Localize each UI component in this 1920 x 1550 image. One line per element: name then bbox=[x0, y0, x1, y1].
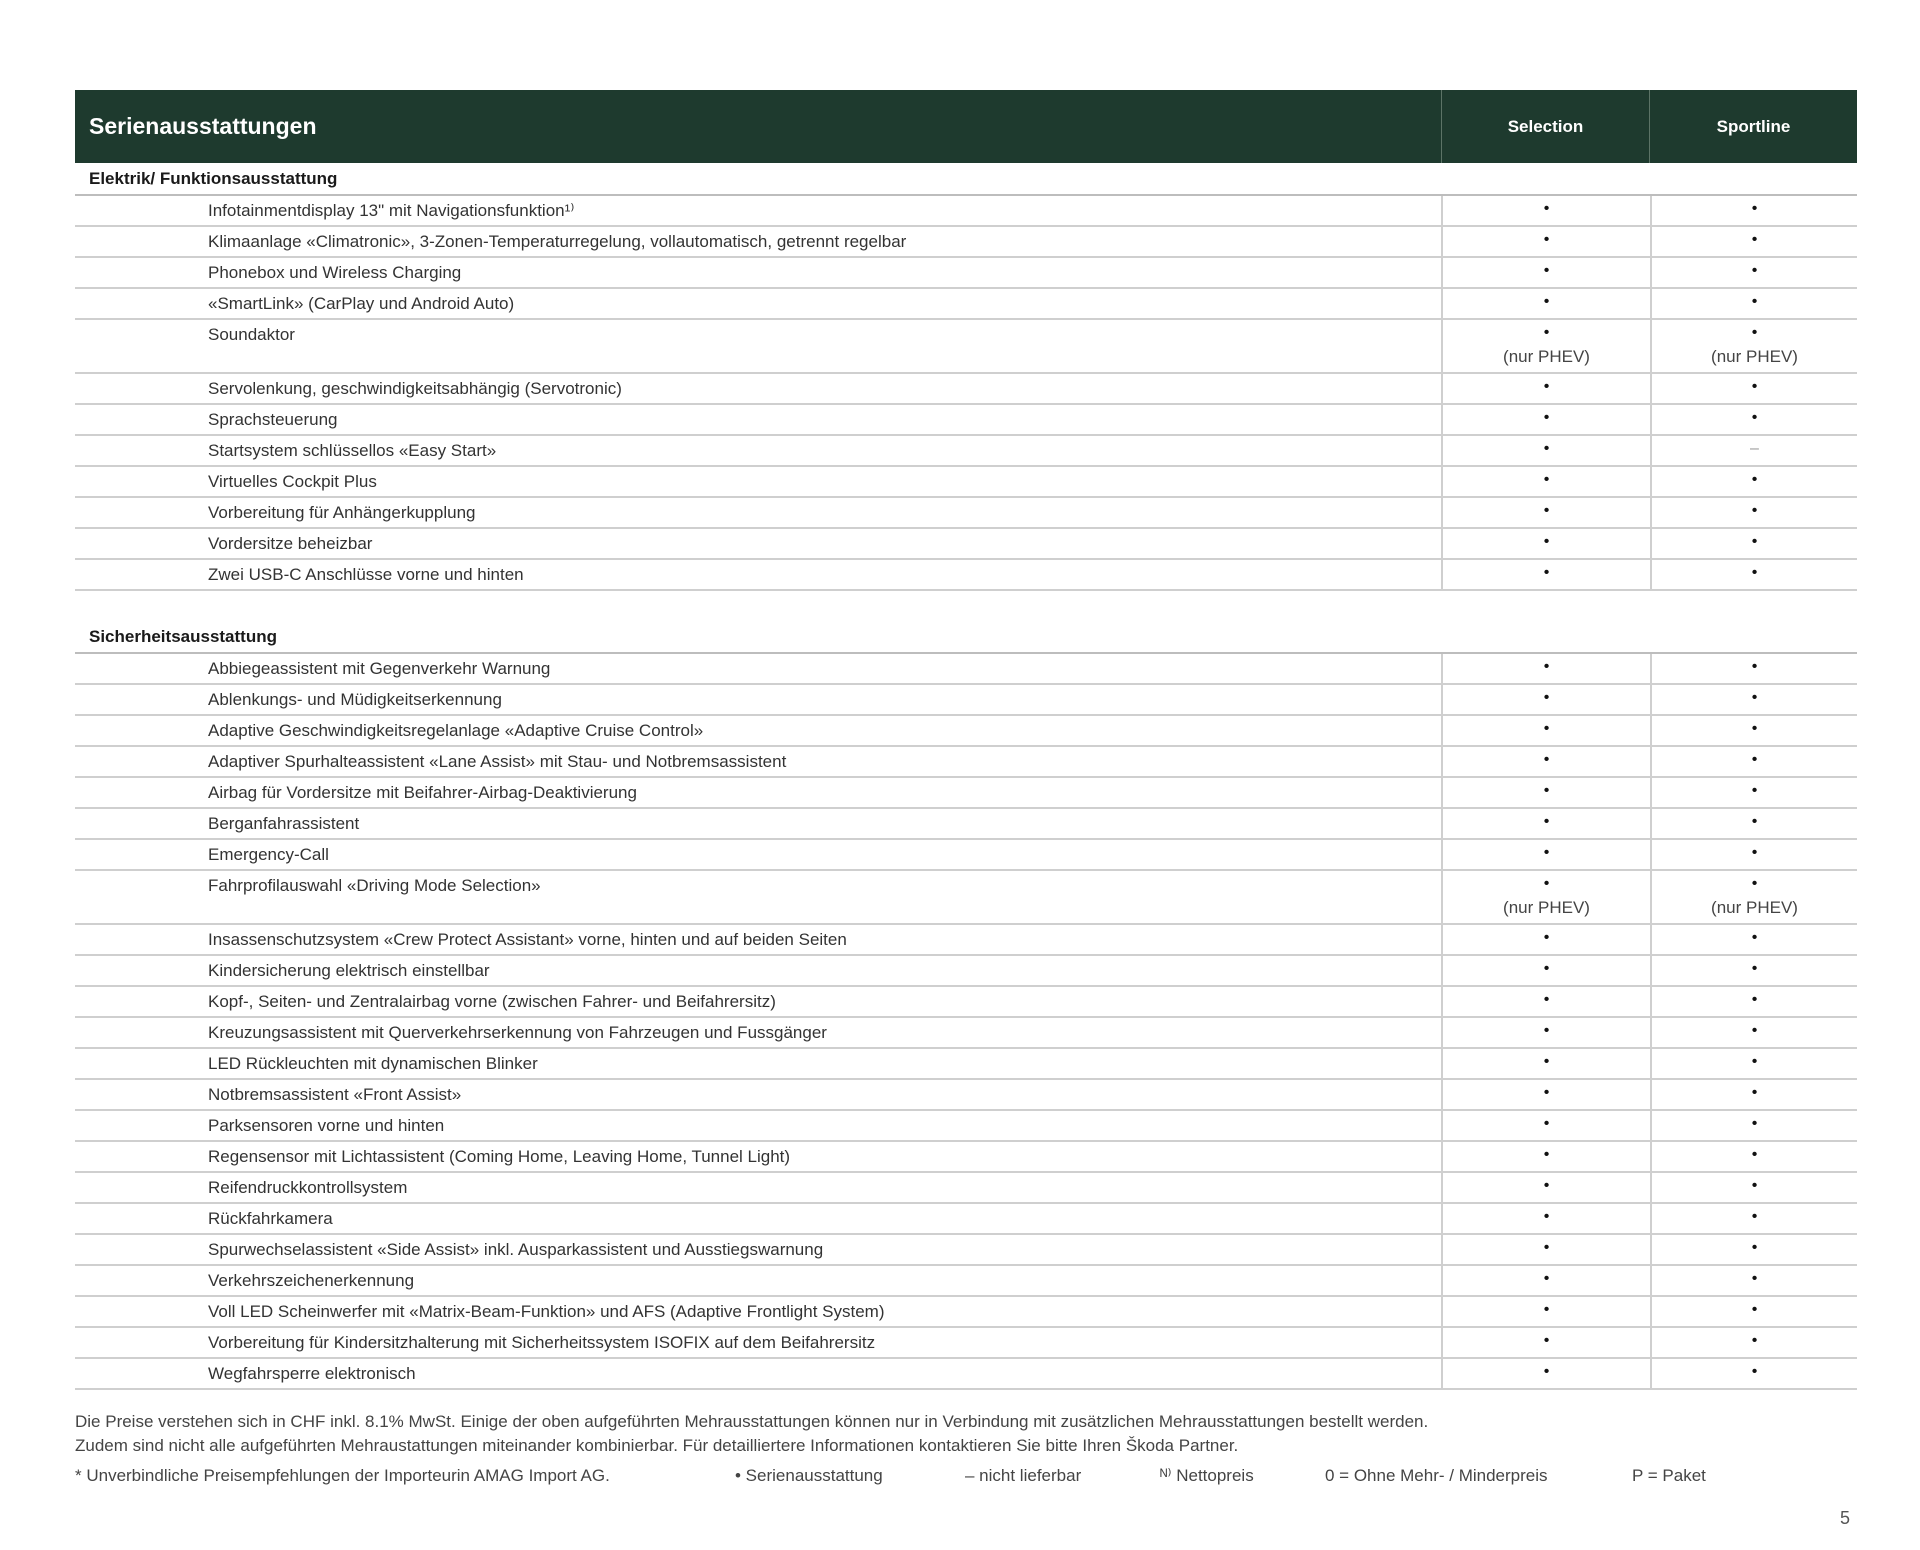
cell-sportline bbox=[1650, 1359, 1857, 1388]
cell-selection bbox=[1443, 1328, 1650, 1357]
availability-symbol: • bbox=[1543, 502, 1550, 519]
cell-selection bbox=[1443, 871, 1650, 923]
feature-name: Phonebox und Wireless Charging bbox=[75, 258, 1443, 287]
availability-symbol: • bbox=[1751, 1115, 1758, 1132]
feature-name: Adaptiver Spurhalteassistent «Lane Assist» mit Stau- und Notbremsassistent bbox=[75, 747, 1443, 776]
availability-symbol: • bbox=[1543, 1115, 1550, 1132]
cell-sportline bbox=[1650, 1173, 1857, 1202]
availability-symbol: • bbox=[1751, 689, 1758, 706]
availability-symbol: • bbox=[1543, 200, 1550, 217]
cell-selection bbox=[1443, 320, 1650, 372]
availability-symbol: • bbox=[1751, 1332, 1758, 1349]
cell-sportline bbox=[1650, 227, 1857, 256]
cell-sportline bbox=[1650, 1204, 1857, 1233]
cell-selection bbox=[1443, 1235, 1650, 1264]
availability-symbol: • bbox=[1543, 1301, 1550, 1318]
table-row bbox=[75, 1235, 1857, 1266]
cell-selection bbox=[1443, 436, 1650, 465]
table-title: Serienausstattungen bbox=[75, 90, 1442, 163]
availability-symbol: • bbox=[1543, 751, 1550, 768]
table-row bbox=[75, 685, 1857, 716]
cell-selection bbox=[1443, 809, 1650, 838]
availability-symbol: • bbox=[1751, 471, 1758, 488]
table-row bbox=[75, 1080, 1857, 1111]
cell-selection bbox=[1443, 1018, 1650, 1047]
cell-sportline bbox=[1650, 1142, 1857, 1171]
table-row bbox=[75, 227, 1857, 258]
availability-symbol: • bbox=[1543, 1270, 1550, 1287]
table-row bbox=[75, 1204, 1857, 1235]
availability-symbol: • bbox=[1751, 262, 1758, 279]
cell-sportline bbox=[1650, 1266, 1857, 1295]
feature-name: Verkehrszeichenerkennung bbox=[75, 1266, 1443, 1295]
availability-symbol: • bbox=[1543, 409, 1550, 426]
footer-note-2: Zudem sind nicht alle aufgeführten Mehraustattungen miteinander kombinierbar. Für detailliertere Informationen kontaktieren Sie bitte Ihren Škoda Partner. bbox=[75, 1436, 1239, 1455]
availability-symbol: • bbox=[1543, 324, 1550, 341]
availability-symbol: • bbox=[1751, 960, 1758, 977]
cell-selection bbox=[1443, 654, 1650, 683]
feature-name: Parksensoren vorne und hinten bbox=[75, 1111, 1443, 1140]
cell-sportline bbox=[1650, 196, 1857, 225]
table-row bbox=[75, 1173, 1857, 1204]
feature-name: Adaptive Geschwindigkeitsregelanlage «Adaptive Cruise Control» bbox=[75, 716, 1443, 745]
cell-selection bbox=[1443, 956, 1650, 985]
cell-sportline bbox=[1650, 654, 1857, 683]
legend-no-surcharge: 0 = Ohne Mehr- / Minderpreis bbox=[1325, 1466, 1548, 1485]
feature-name: Rückfahrkamera bbox=[75, 1204, 1443, 1233]
cell-sportline bbox=[1650, 436, 1857, 465]
cell-sportline bbox=[1650, 1328, 1857, 1357]
cell-sportline bbox=[1650, 560, 1857, 589]
availability-symbol: • bbox=[1543, 991, 1550, 1008]
availability-symbol: • bbox=[1751, 502, 1758, 519]
feature-name: Kopf-, Seiten- und Zentralairbag vorne (zwischen Fahrer- und Beifahrersitz) bbox=[75, 987, 1443, 1016]
table-row bbox=[75, 1142, 1857, 1173]
feature-name: Vorbereitung für Kindersitzhalterung mit Sicherheitssystem ISOFIX auf dem Beifahrersitz bbox=[75, 1328, 1443, 1357]
cell-sportline bbox=[1650, 1111, 1857, 1140]
table-row bbox=[75, 840, 1857, 871]
feature-name: Wegfahrsperre elektronisch bbox=[75, 1359, 1443, 1388]
feature-name: Klimaanlage «Climatronic», 3-Zonen-Temperaturregelung, vollautomatisch, getrennt regelbar bbox=[75, 227, 1443, 256]
cell-sportline bbox=[1650, 685, 1857, 714]
availability-symbol: • bbox=[1543, 293, 1550, 310]
feature-name: Startsystem schlüssellos «Easy Start» bbox=[75, 436, 1443, 465]
cell-sportline bbox=[1650, 1235, 1857, 1264]
availability-symbol: – bbox=[1750, 440, 1759, 457]
table-row bbox=[75, 925, 1857, 956]
feature-name: «SmartLink» (CarPlay und Android Auto) bbox=[75, 289, 1443, 318]
feature-name: Airbag für Vordersitze mit Beifahrer-Airbag-Deaktivierung bbox=[75, 778, 1443, 807]
availability-symbol: • bbox=[1751, 1053, 1758, 1070]
cell-selection bbox=[1443, 227, 1650, 256]
legend-standard: • Serienausstattung bbox=[735, 1466, 883, 1485]
availability-symbol: • bbox=[1751, 991, 1758, 1008]
footer bbox=[75, 1410, 1875, 1488]
equipment-table bbox=[75, 90, 1857, 1390]
table-row bbox=[75, 258, 1857, 289]
cell-sportline bbox=[1650, 925, 1857, 954]
availability-symbol: • bbox=[1543, 1177, 1550, 1194]
table-row bbox=[75, 405, 1857, 436]
cell-selection bbox=[1443, 1049, 1650, 1078]
legend-not-available: – nicht lieferbar bbox=[965, 1466, 1082, 1485]
table-row bbox=[75, 1018, 1857, 1049]
feature-name: Zwei USB-C Anschlüsse vorne und hinten bbox=[75, 560, 1443, 589]
availability-symbol: • bbox=[1543, 960, 1550, 977]
availability-symbol: • bbox=[1543, 378, 1550, 395]
table-row bbox=[75, 1049, 1857, 1080]
availability-note: (nur PHEV) bbox=[1503, 898, 1590, 917]
cell-selection bbox=[1443, 1297, 1650, 1326]
availability-symbol: • bbox=[1751, 1363, 1758, 1380]
cell-selection bbox=[1443, 747, 1650, 776]
feature-name: Virtuelles Cockpit Plus bbox=[75, 467, 1443, 496]
availability-symbol: • bbox=[1751, 293, 1758, 310]
feature-name: Berganfahrassistent bbox=[75, 809, 1443, 838]
cell-sportline bbox=[1650, 1080, 1857, 1109]
feature-name: Spurwechselassistent «Side Assist» inkl. Ausparkassistent und Ausstiegswarnung bbox=[75, 1235, 1443, 1264]
feature-name: Abbiegeassistent mit Gegenverkehr Warnung bbox=[75, 654, 1443, 683]
table-row bbox=[75, 374, 1857, 405]
cell-selection bbox=[1443, 1204, 1650, 1233]
cell-selection bbox=[1443, 1142, 1650, 1171]
availability-symbol: • bbox=[1543, 262, 1550, 279]
feature-name: Soundaktor bbox=[75, 320, 1443, 372]
cell-selection bbox=[1443, 1173, 1650, 1202]
table-body bbox=[75, 163, 1857, 1390]
feature-name: LED Rückleuchten mit dynamischen Blinker bbox=[75, 1049, 1443, 1078]
cell-selection bbox=[1443, 196, 1650, 225]
cell-sportline bbox=[1650, 405, 1857, 434]
cell-selection bbox=[1443, 529, 1650, 558]
table-row bbox=[75, 1266, 1857, 1297]
column-header-sportline: Sportline bbox=[1649, 90, 1857, 163]
feature-name: Insassenschutzsystem «Crew Protect Assistant» vorne, hinten und auf beiden Seiten bbox=[75, 925, 1443, 954]
availability-symbol: • bbox=[1543, 1239, 1550, 1256]
availability-symbol: • bbox=[1543, 782, 1550, 799]
legend-package: P = Paket bbox=[1632, 1466, 1706, 1485]
table-row bbox=[75, 529, 1857, 560]
availability-note: (nur PHEV) bbox=[1503, 347, 1590, 366]
availability-symbol: • bbox=[1751, 533, 1758, 550]
cell-selection bbox=[1443, 1266, 1650, 1295]
table-row bbox=[75, 498, 1857, 529]
availability-symbol: • bbox=[1751, 1146, 1758, 1163]
cell-selection bbox=[1443, 289, 1650, 318]
cell-sportline bbox=[1650, 987, 1857, 1016]
feature-name: Infotainmentdisplay 13" mit Navigationsfunktion¹⁾ bbox=[75, 196, 1443, 225]
availability-symbol: • bbox=[1543, 1146, 1550, 1163]
legend-price-disclaimer: * Unverbindliche Preisempfehlungen der Importeurin AMAG Import AG. bbox=[75, 1466, 610, 1485]
cell-selection bbox=[1443, 374, 1650, 403]
availability-symbol: • bbox=[1751, 875, 1758, 892]
cell-sportline bbox=[1650, 258, 1857, 287]
feature-name: Reifendruckkontrollsystem bbox=[75, 1173, 1443, 1202]
feature-name: Vordersitze beheizbar bbox=[75, 529, 1443, 558]
availability-symbol: • bbox=[1751, 1301, 1758, 1318]
feature-name: Regensensor mit Lichtassistent (Coming Home, Leaving Home, Tunnel Light) bbox=[75, 1142, 1443, 1171]
footer-note-1: Die Preise verstehen sich in CHF inkl. 8.1% MwSt. Einige der oben aufgeführten Mehrausstattungen können nur in Verbindung mit zusätzlichen Mehrausstattungen bestellt werden. bbox=[75, 1412, 1429, 1431]
cell-selection bbox=[1443, 467, 1650, 496]
availability-note: (nur PHEV) bbox=[1711, 898, 1798, 917]
cell-selection bbox=[1443, 1111, 1650, 1140]
availability-symbol: • bbox=[1751, 844, 1758, 861]
feature-name: Kindersicherung elektrisch einstellbar bbox=[75, 956, 1443, 985]
table-row bbox=[75, 467, 1857, 498]
cell-selection bbox=[1443, 560, 1650, 589]
cell-selection bbox=[1443, 778, 1650, 807]
availability-symbol: • bbox=[1543, 658, 1550, 675]
feature-name: Servolenkung, geschwindigkeitsabhängig (Servotronic) bbox=[75, 374, 1443, 403]
availability-symbol: • bbox=[1543, 1363, 1550, 1380]
table-row bbox=[75, 654, 1857, 685]
table-row bbox=[75, 1297, 1857, 1328]
cell-sportline bbox=[1650, 778, 1857, 807]
table-row bbox=[75, 560, 1857, 591]
cell-sportline bbox=[1650, 1049, 1857, 1078]
table-row bbox=[75, 436, 1857, 467]
availability-symbol: • bbox=[1543, 440, 1550, 457]
cell-sportline bbox=[1650, 809, 1857, 838]
availability-symbol: • bbox=[1543, 929, 1550, 946]
availability-symbol: • bbox=[1543, 533, 1550, 550]
cell-selection bbox=[1443, 405, 1650, 434]
table-row bbox=[75, 196, 1857, 227]
feature-name: Sprachsteuerung bbox=[75, 405, 1443, 434]
availability-symbol: • bbox=[1751, 1270, 1758, 1287]
cell-sportline bbox=[1650, 1018, 1857, 1047]
availability-symbol: • bbox=[1751, 1022, 1758, 1039]
feature-name: Vorbereitung für Anhängerkupplung bbox=[75, 498, 1443, 527]
availability-symbol: • bbox=[1751, 564, 1758, 581]
availability-symbol: • bbox=[1543, 875, 1550, 892]
availability-symbol: • bbox=[1543, 813, 1550, 830]
legend bbox=[75, 1464, 1875, 1488]
availability-symbol: • bbox=[1751, 378, 1758, 395]
feature-name: Notbremsassistent «Front Assist» bbox=[75, 1080, 1443, 1109]
table-row bbox=[75, 1111, 1857, 1142]
section-title: Elektrik/ Funktionsausstattung bbox=[75, 163, 1857, 196]
table-row bbox=[75, 289, 1857, 320]
cell-selection bbox=[1443, 685, 1650, 714]
cell-selection bbox=[1443, 258, 1650, 287]
cell-selection bbox=[1443, 925, 1650, 954]
availability-symbol: • bbox=[1751, 782, 1758, 799]
availability-symbol: • bbox=[1751, 929, 1758, 946]
availability-symbol: • bbox=[1543, 844, 1550, 861]
availability-symbol: • bbox=[1751, 1084, 1758, 1101]
availability-symbol: • bbox=[1543, 1332, 1550, 1349]
table-row bbox=[75, 1359, 1857, 1390]
availability-symbol: • bbox=[1751, 409, 1758, 426]
availability-symbol: • bbox=[1751, 1208, 1758, 1225]
availability-symbol: • bbox=[1751, 751, 1758, 768]
feature-name: Voll LED Scheinwerfer mit «Matrix-Beam-Funktion» und AFS (Adaptive Frontlight System) bbox=[75, 1297, 1443, 1326]
availability-symbol: • bbox=[1751, 200, 1758, 217]
cell-selection bbox=[1443, 1359, 1650, 1388]
legend-net-price: ᴺ⁾ Nettopreis bbox=[1160, 1466, 1254, 1485]
table-row bbox=[75, 320, 1857, 374]
availability-note: (nur PHEV) bbox=[1711, 347, 1798, 366]
availability-symbol: • bbox=[1751, 1239, 1758, 1256]
section-spacer bbox=[75, 591, 1857, 621]
cell-selection bbox=[1443, 987, 1650, 1016]
table-row bbox=[75, 747, 1857, 778]
availability-symbol: • bbox=[1751, 324, 1758, 341]
cell-selection bbox=[1443, 716, 1650, 745]
availability-symbol: • bbox=[1543, 231, 1550, 248]
cell-sportline bbox=[1650, 467, 1857, 496]
availability-symbol: • bbox=[1751, 231, 1758, 248]
availability-symbol: • bbox=[1751, 1177, 1758, 1194]
feature-name: Fahrprofilauswahl «Driving Mode Selection» bbox=[75, 871, 1443, 923]
feature-name: Ablenkungs- und Müdigkeitserkennung bbox=[75, 685, 1443, 714]
section-title: Sicherheitsausstattung bbox=[75, 621, 1857, 654]
availability-symbol: • bbox=[1543, 720, 1550, 737]
availability-symbol: • bbox=[1543, 1208, 1550, 1225]
availability-symbol: • bbox=[1543, 689, 1550, 706]
page-number: 5 bbox=[1839, 1508, 1850, 1528]
availability-symbol: • bbox=[1543, 1053, 1550, 1070]
cell-selection bbox=[1443, 840, 1650, 869]
cell-selection bbox=[1443, 498, 1650, 527]
availability-symbol: • bbox=[1751, 658, 1758, 675]
cell-sportline bbox=[1650, 871, 1857, 923]
availability-symbol: • bbox=[1543, 471, 1550, 488]
table-row bbox=[75, 871, 1857, 925]
cell-selection bbox=[1443, 1080, 1650, 1109]
cell-sportline bbox=[1650, 289, 1857, 318]
table-header bbox=[75, 90, 1857, 163]
table-row bbox=[75, 716, 1857, 747]
cell-sportline bbox=[1650, 320, 1857, 372]
table-row bbox=[75, 778, 1857, 809]
feature-name: Kreuzungsassistent mit Querverkehrserkennung von Fahrzeugen und Fussgänger bbox=[75, 1018, 1443, 1047]
table-row bbox=[75, 1328, 1857, 1359]
availability-symbol: • bbox=[1543, 1084, 1550, 1101]
cell-sportline bbox=[1650, 498, 1857, 527]
cell-sportline bbox=[1650, 529, 1857, 558]
cell-sportline bbox=[1650, 747, 1857, 776]
cell-sportline bbox=[1650, 1297, 1857, 1326]
availability-symbol: • bbox=[1751, 813, 1758, 830]
column-header-selection: Selection bbox=[1507, 116, 1584, 136]
cell-sportline bbox=[1650, 840, 1857, 869]
table-row bbox=[75, 987, 1857, 1018]
cell-sportline bbox=[1650, 956, 1857, 985]
availability-symbol: • bbox=[1751, 720, 1758, 737]
cell-sportline bbox=[1650, 374, 1857, 403]
feature-name: Emergency-Call bbox=[75, 840, 1443, 869]
table-row bbox=[75, 956, 1857, 987]
cell-sportline bbox=[1650, 716, 1857, 745]
table-row bbox=[75, 809, 1857, 840]
availability-symbol: • bbox=[1543, 1022, 1550, 1039]
availability-symbol: • bbox=[1543, 564, 1550, 581]
